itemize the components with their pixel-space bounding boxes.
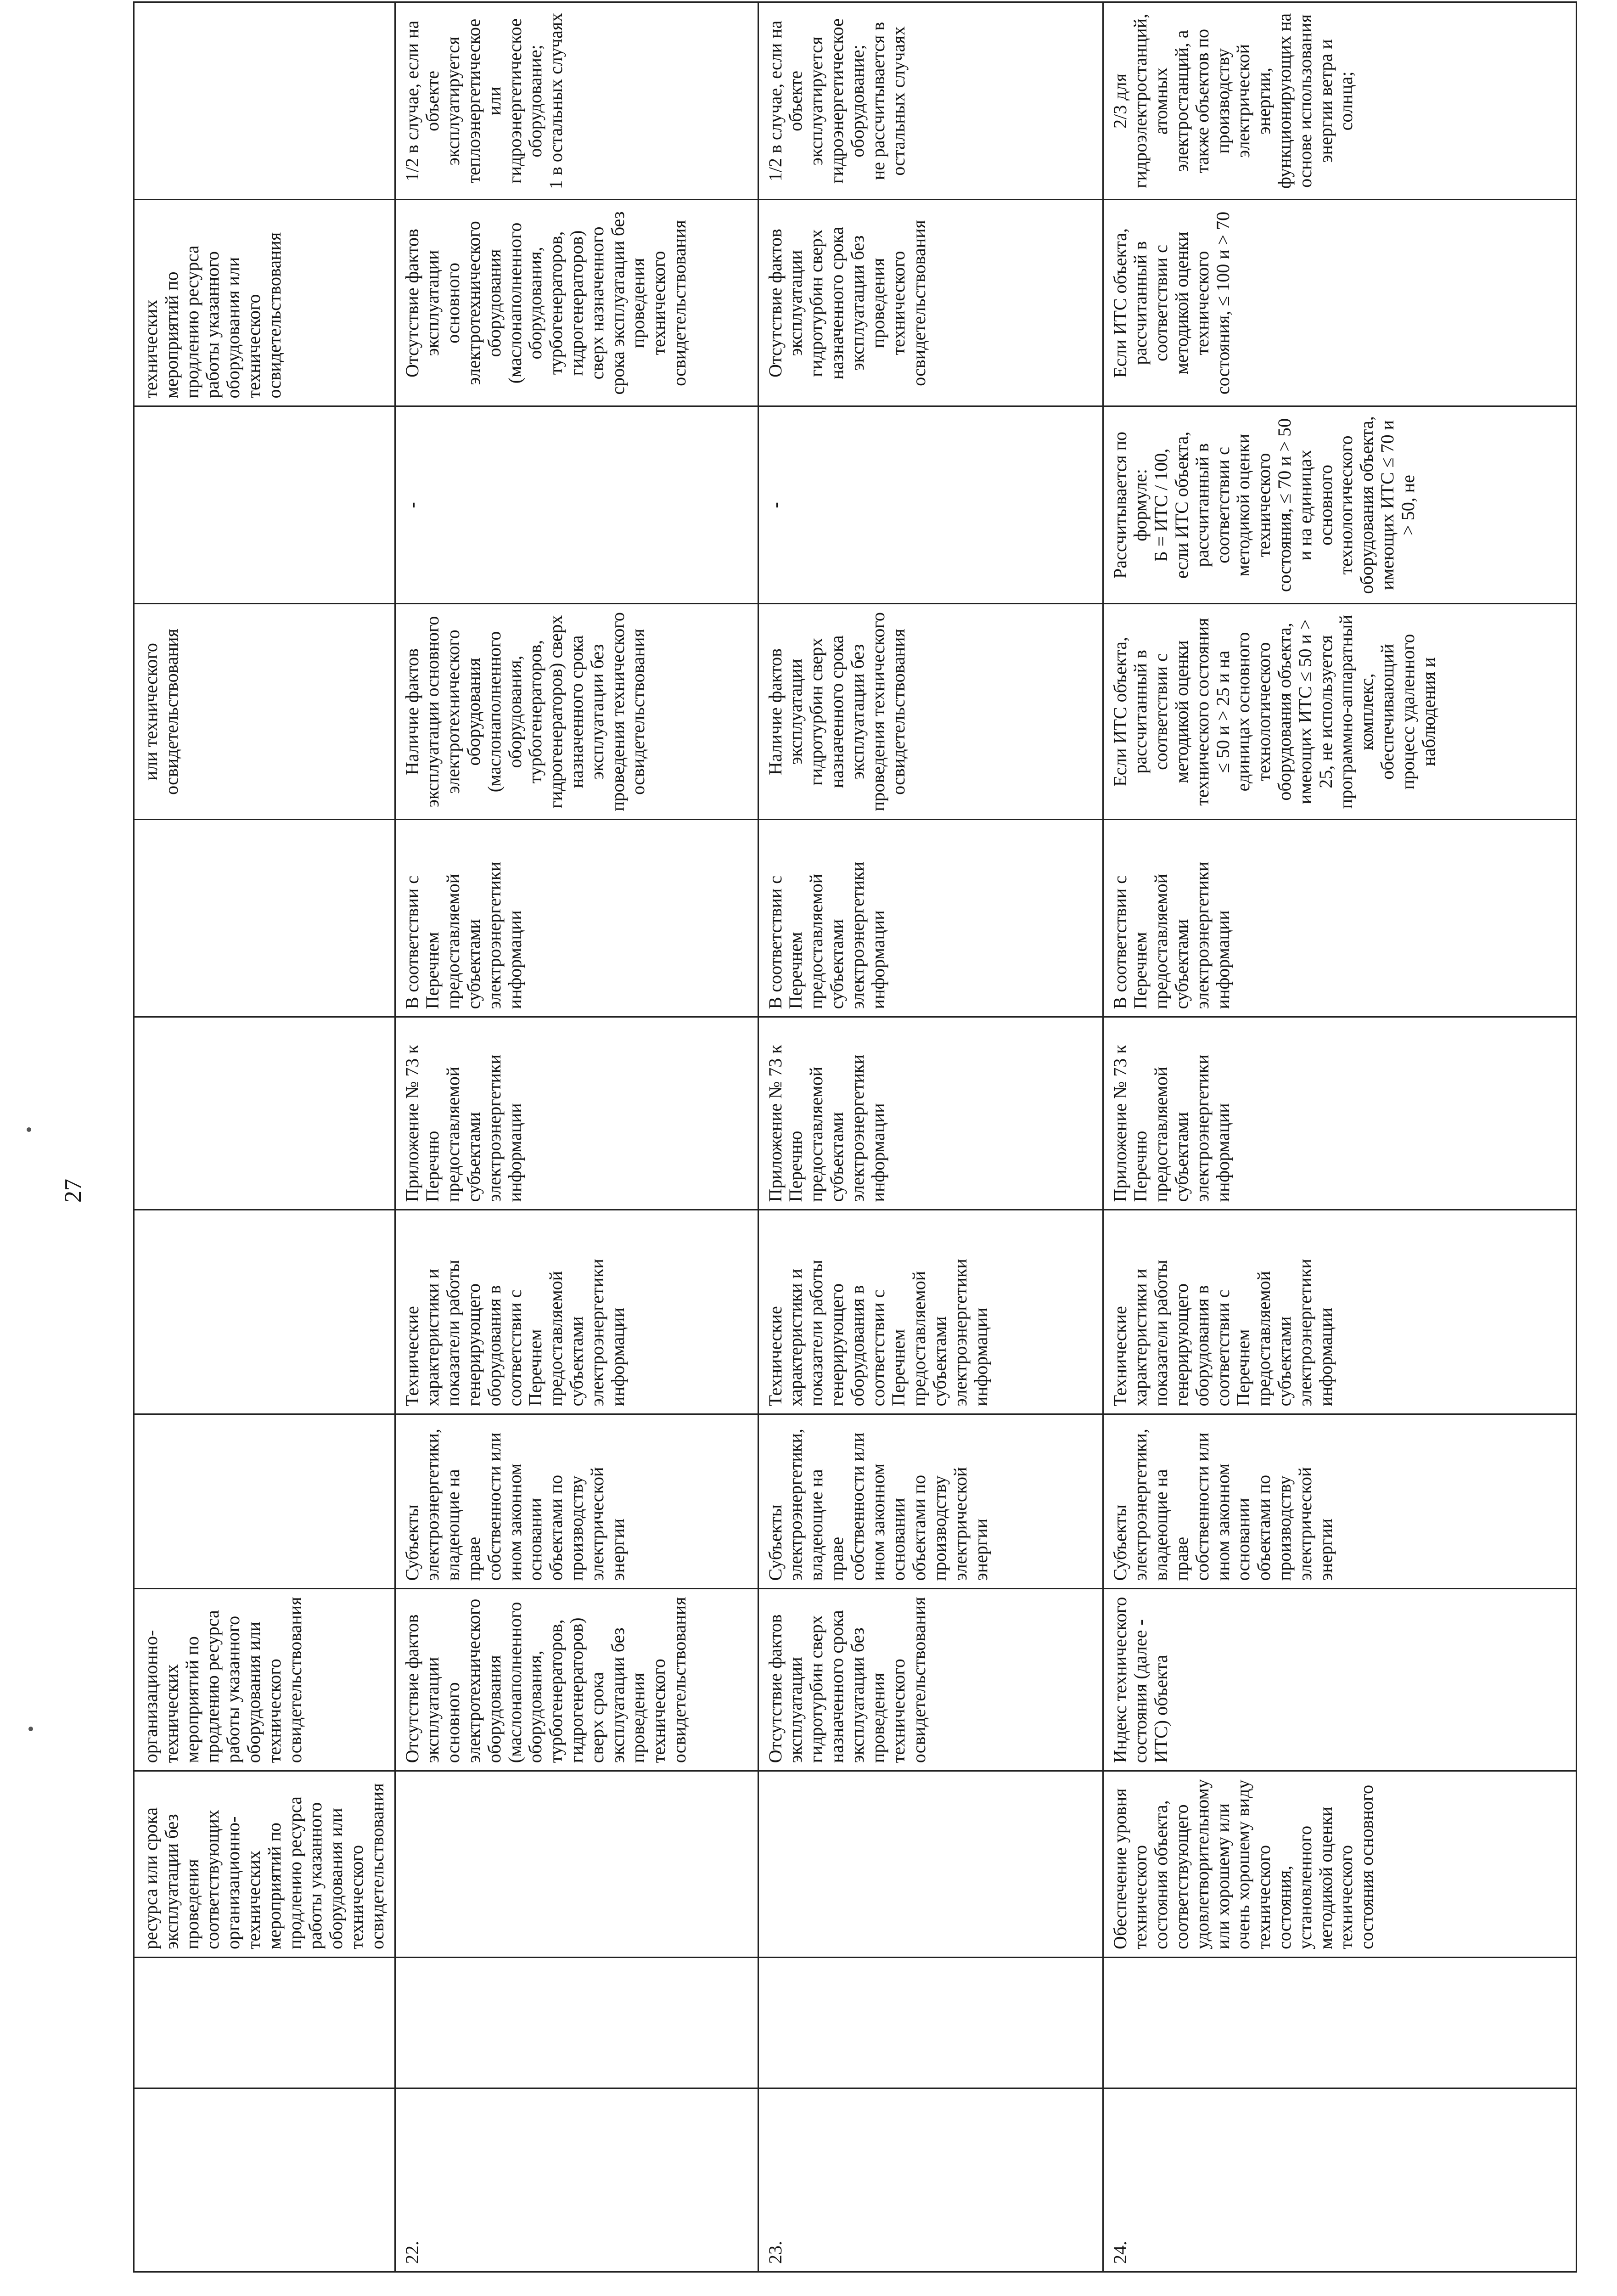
table-cell [134, 1958, 395, 2088]
table-cell: Отсутствие фактов эксплуатации основного электротехнического оборудования (маслонаполненного оборудования, турбогенераторов, гидрогенераторов) сверх назначенного срока эксплуатации без проведения технического освидетельствования [395, 200, 758, 406]
table-cell: Субъекты электроэнергетики, владеющие на праве собственности или ином законном основании объектами по производству электрической энергии [758, 1414, 1103, 1589]
table-cell [1103, 1958, 1576, 2088]
table-cell [395, 1771, 758, 1958]
table-cell [134, 2, 395, 200]
table-row [134, 2, 395, 2272]
row-number: 22. [395, 2088, 758, 2272]
table-cell: или технического освидетельствования [134, 604, 395, 820]
table-cell: Технические характеристики и показатели работы генерирующего оборудования в соответствии с Перечнем предоставляемой субъектами электроэнергетики информации [758, 1210, 1103, 1414]
table-cell [134, 1210, 395, 1414]
table-cell: В соответствии с Перечнем предоставляемой субъектами электроэнергетики информации [1103, 820, 1576, 1017]
table-cell [134, 1017, 395, 1210]
table-cell: В соответствии с Перечнем предоставляемой субъектами электроэнергетики информации [758, 820, 1103, 1017]
table-cell: Субъекты электроэнергетики, владеющие на праве собственности или ином законном основании объектами по производству электрической энергии [395, 1414, 758, 1589]
table-row [758, 2, 1103, 2272]
table-cell [758, 1958, 1103, 2088]
table-cell: 1/2 в случае, если на объекте эксплуатируется теплоэнергетическое или гидроэнергетическое оборудование; 1 в остальных случаях [395, 2, 758, 200]
table-cell: Отсутствие фактов эксплуатации гидротурбин сверх назначенного срока эксплуатации без проведения технического освидетельствования [758, 200, 1103, 406]
table-cell: Субъекты электроэнергетики, владеющие на праве собственности или ином законном основании объектами по производству электрической энергии [1103, 1414, 1576, 1589]
row-number [134, 2088, 395, 2272]
table-cell: технических мероприятий по продлению ресурса работы указанного оборудования или технического освидетельствования [134, 200, 395, 406]
table-cell [134, 820, 395, 1017]
table-cell: 2/3 для гидроэлектростанций, атомных электростанций, а также объектов по производству электрической энергии, функционирующих на основе использования энергии ветра и солнца; [1103, 2, 1576, 200]
table-cell: Отсутствие фактов эксплуатации гидротурбин сверх назначенного срока эксплуатации без проведения технического освидетельствования [758, 1589, 1103, 1771]
table-cell: Технические характеристики и показатели работы генерирующего оборудования в соответствии с Перечнем предоставляемой субъектами электроэнергетики информации [395, 1210, 758, 1414]
table-cell: ресурса или срока эксплуатации без проведения соответствующих организационно-технических мероприятий по продлению ресурса работы указанного оборудования или технического освидетельствования [134, 1771, 395, 1958]
table-cell: Если ИТС объекта, рассчитанный в соответствии с методикой оценки технического состояния, ≤ 100 и > 70 [1103, 200, 1576, 406]
table-row [1103, 2, 1576, 2272]
criteria-table [133, 1, 1577, 2273]
table-cell: Технические характеристики и показатели работы генерирующего оборудования в соответствии с Перечнем предоставляемой субъектами электроэнергетики информации [1103, 1210, 1576, 1414]
table-cell [758, 1771, 1103, 1958]
table-cell: Приложение № 73 к Перечню предоставляемой субъектами электроэнергетики информации [395, 1017, 758, 1210]
table-cell: Наличие фактов эксплуатации основного электротехнического оборудования (маслонаполненного оборудования, турбогенераторов, гидрогенераторов) сверх назначенного срока эксплуатации без проведения технического освидетельствования [395, 604, 758, 820]
row-number: 24. [1103, 2088, 1576, 2272]
table-cell: Рассчитывается по формуле: Б = ИТС / 100, если ИТС объекта, рассчитанный в соответствии с методикой оценки технического состояния, ≤ 70 и > 50 и на единицах основного технологического оборудования объекта, имеющих ИТС ≤ 70 и > 50, не [1103, 406, 1576, 604]
table-cell: Наличие фактов эксплуатации гидротурбин сверх назначенного срока эксплуатации без проведения технического освидетельствования [758, 604, 1103, 820]
table-cell: - [395, 406, 758, 604]
table-cell: Если ИТС объекта, рассчитанный в соответствии с методикой оценки технического состояния ≤ 50 и > 25 и на единицах основного технологического оборудования объекта, имеющих ИТС ≤ 50 и > 25, не используется программно-аппаратный комплекс, обеспечивающий процесс удаленного наблюдения и [1103, 604, 1576, 820]
row-number: 23. [758, 2088, 1103, 2272]
table-cell: организационно-технических мероприятий по продлению ресурса работы указанного оборудования или технического освидетельствования [134, 1589, 395, 1771]
table-cell: В соответствии с Перечнем предоставляемой субъектами электроэнергетики информации [395, 820, 758, 1017]
table-cell: 1/2 в случае, если на объекте эксплуатируется гидроэнергетическое оборудование; не рассчитывается в остальных случаях [758, 2, 1103, 200]
table-cell [395, 1958, 758, 2088]
table-cell [134, 406, 395, 604]
table-row [395, 2, 758, 2272]
table-cell [134, 1414, 395, 1589]
page-number: 27 [60, 1179, 86, 1203]
table-cell: Отсутствие фактов эксплуатации основного электротехнического оборудования (маслонаполненного оборудования, турбогенераторов, гидрогенераторов) сверх срока эксплуатации без проведения технического освидетельствования [395, 1589, 758, 1771]
table-cell: Приложение № 73 к Перечню предоставляемой субъектами электроэнергетики информации [1103, 1017, 1576, 1210]
table-cell: Индекс технического состояния (далее - ИТС) объекта [1103, 1589, 1576, 1771]
table-cell: Приложение № 73 к Перечню предоставляемой субъектами электроэнергетики информации [758, 1017, 1103, 1210]
table-cell: - [758, 406, 1103, 604]
table-cell: Обеспечение уровня технического состояния объекта, соответствующего удовлетворительному или хорошему или очень хорошему виду технического состояния, установленного методикой оценки технического состояния основного [1103, 1771, 1576, 1958]
